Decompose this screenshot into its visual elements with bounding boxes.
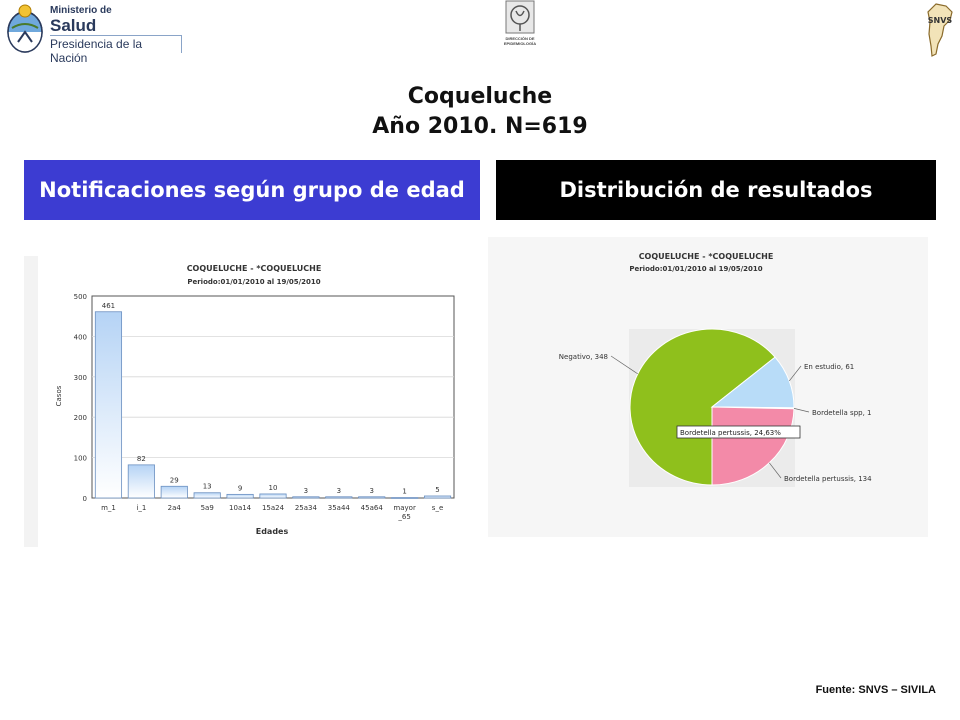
left-section-header: Notificaciones según grupo de edad xyxy=(24,160,480,220)
bar-value-label: 1 xyxy=(402,487,407,496)
pie-tooltip xyxy=(677,426,800,438)
ministry-line1: Ministerio de xyxy=(50,5,112,16)
ministerio-salud-logo xyxy=(6,2,182,65)
page-subtitle: Año 2010. N=619 xyxy=(372,114,588,139)
bar-value-label: 5 xyxy=(435,485,440,494)
snvs-logo-text: SNVS xyxy=(927,16,953,25)
bar-s_e xyxy=(424,496,450,498)
bar-ytick-label: 200 xyxy=(73,414,87,423)
bar-ytick-label: 0 xyxy=(82,495,87,503)
argentina-seal-icon xyxy=(6,2,44,54)
bar-chart-subtitle: Periodo:01/01/2010 al 19/05/2010 xyxy=(187,278,321,286)
bar-value-label: 9 xyxy=(237,484,243,493)
epidemiologia-logo xyxy=(497,0,543,52)
bar-xtick-label: 45a64 xyxy=(360,504,383,512)
ministry-line3: Presidencia de la Nación xyxy=(50,37,143,65)
bar-xtick-label: 2a4 xyxy=(167,504,181,512)
pie-chart xyxy=(488,237,928,537)
bar-xtick-label: _65 xyxy=(398,513,411,521)
bar-45a64 xyxy=(359,497,385,498)
bar-value-label: 3 xyxy=(369,486,374,495)
bar-xtick-label: 10a14 xyxy=(229,504,252,512)
argentina-map-icon xyxy=(922,2,958,58)
bar-ytick-label: 100 xyxy=(73,454,87,463)
center-logo-line2: EPIDEMIOLOGÍA xyxy=(503,41,537,46)
bar-xtick-label: 5a9 xyxy=(200,504,214,512)
page-title: Coqueluche xyxy=(407,84,553,109)
bar-xtick-label: m_1 xyxy=(101,504,116,512)
pie-chart-panel xyxy=(488,237,928,537)
bar-value-label: 10 xyxy=(268,483,278,492)
ministry-line2: Salud xyxy=(50,16,97,35)
pie-tooltip-text: Bordetella pertussis, 24,63% xyxy=(680,429,781,437)
bar-10a14 xyxy=(227,494,253,498)
pie-chart-title: COQUELUCHE - *COQUELUCHE xyxy=(638,252,774,261)
bar-chart-title: COQUELUCHE - *COQUELUCHE xyxy=(186,264,322,273)
bar-35a44 xyxy=(326,497,352,498)
bar-value-label: 82 xyxy=(136,454,146,463)
bar-value-label: 461 xyxy=(101,301,116,310)
bar-25a34 xyxy=(293,497,319,498)
pie-leader-line xyxy=(794,408,809,412)
source-note: Fuente: SNVS – SIVILA xyxy=(815,684,936,696)
bar-chart-xlabel: Edades xyxy=(255,527,289,536)
bar-chart xyxy=(24,256,461,547)
bar-ytick-label: 500 xyxy=(73,293,87,301)
pie-chart-subtitle: Periodo:01/01/2010 al 19/05/2010 xyxy=(629,265,763,273)
bar-5a9 xyxy=(194,493,220,498)
bar-15a24 xyxy=(260,494,286,498)
bar-xtick-label: 25a34 xyxy=(294,504,317,512)
bar-mayor-_65 xyxy=(391,498,417,499)
bar-i_1 xyxy=(128,465,154,498)
bar-xtick-label: 35a44 xyxy=(327,504,350,512)
bar-xtick-label: s_e xyxy=(431,504,444,512)
bar-xtick-label: i_1 xyxy=(136,504,147,512)
bar-value-label: 29 xyxy=(169,476,179,485)
pie-label: Bordetella pertussis, 134 xyxy=(784,475,872,483)
bar-chart-panel xyxy=(24,256,461,547)
center-logo-line1: DIRECCIÓN DE xyxy=(505,36,535,41)
pie-label: Negativo, 348 xyxy=(558,353,608,361)
pie-label: En estudio, 61 xyxy=(804,363,855,371)
bar-chart-ylabel: Casos xyxy=(55,385,63,407)
bar-value-label: 3 xyxy=(303,486,309,495)
bar-2a4 xyxy=(161,486,187,498)
bar-xtick-label: mayor xyxy=(393,504,416,512)
snvs-logo xyxy=(922,2,958,58)
right-section-header: Distribución de resultados xyxy=(496,160,936,220)
bar-value-label: 13 xyxy=(202,482,212,491)
bar-ytick-label: 300 xyxy=(73,373,87,382)
bar-ytick-label: 400 xyxy=(73,333,87,342)
bar-value-label: 3 xyxy=(336,486,342,495)
epidemiologia-emblem-icon xyxy=(497,0,543,36)
pie-label: Bordetella spp, 1 xyxy=(812,409,872,417)
bar-m_1 xyxy=(95,312,121,498)
bar-xtick-label: 15a24 xyxy=(261,504,285,512)
